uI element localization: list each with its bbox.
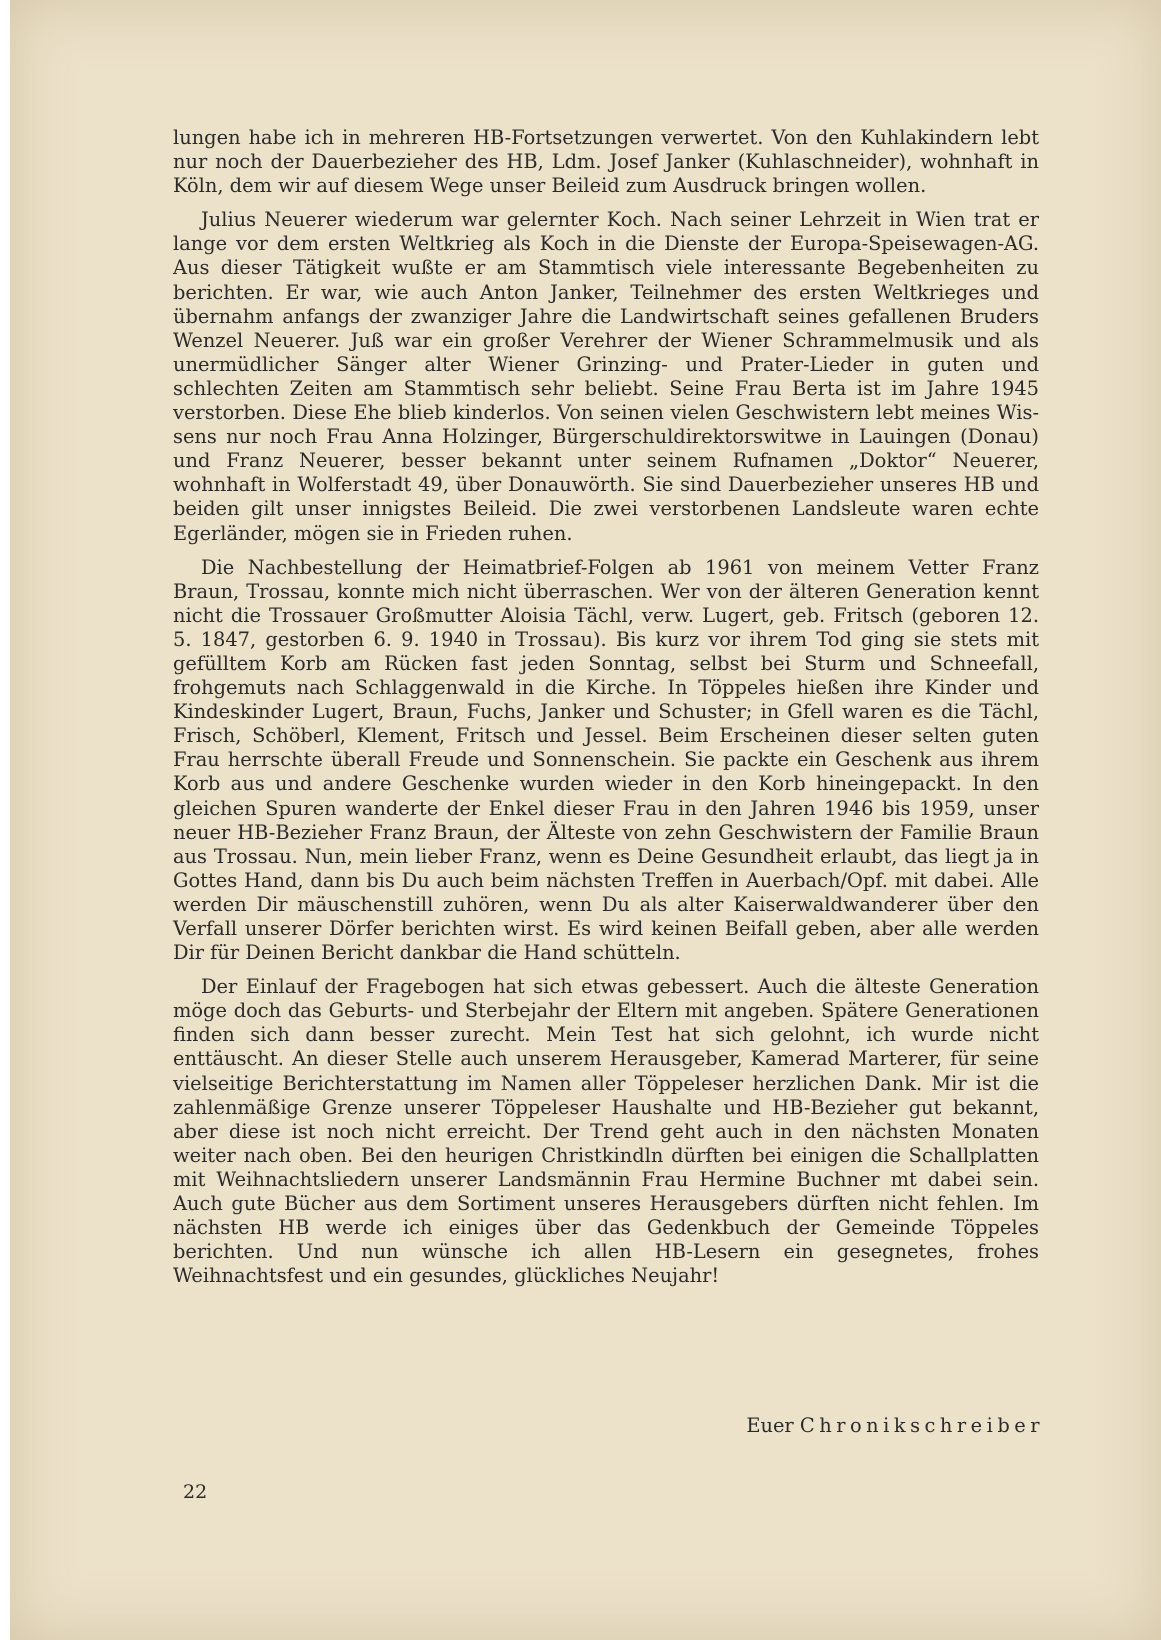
paragraph-fragebogen: Der Einlauf der Fragebogen hat sich etwas gebessert. Auch die älteste Generation möge doch das Geburts- und Sterbejahr der Eltern mit angeben. Spätere Generationen finden sich dann besser zurecht. Mein Test hat sich gelohnt, ich wurde nicht enttäuscht. An dieser Stelle auch unserem Herausgeber, Kamerad Marterer, für seine vielseitige Berichterstattung im Namen aller Töppeleser herzlichen Dank. Mir ist die zahlenmäßige Grenze unserer Töppeleser Haushalte und HB-Bezieher gut bekannt, aber diese ist noch nicht erreicht. Der Trend geht auch in den nächsten Monaten weiter nach oben. Bei den heurigen Christkindln dürften bei einigen die Schallplatten mit Weihnachtsliedern unserer Landsmännin Frau Hermine Buchner mt dabei sein. Auch gute Bücher aus dem Sortiment unseres Herausgebers dürften nicht fehlen. Im nächsten HB werde ich einiges über das Gedenkbuch der Gemeinde Töppeles berichten. Und nun wünsche ich allen HB-Lesern ein gesegnetes, frohes Weihnachtsfest und ein gesundes, glückliches Neujahr!	[173, 975, 1039, 1288]
paragraph-kuhla-kinder: lungen habe ich in mehreren HB-Fortsetzungen verwertet. Von den Kuhlakindern lebt nur noch der Dauerbezieher des HB, Ldm. Josef Janker (Kuhlaschneider), wohnhaft in Köln, dem wir auf diesem Wege unser Beileid zum Ausdruck bringen wollen.	[173, 126, 1039, 198]
page-number: 22	[183, 1481, 208, 1503]
signature	[10, 1414, 1044, 1438]
body-text	[173, 126, 1039, 1288]
paragraph-julius-neuerer: Julius Neuerer wiederum war gelernter Koch. Nach seiner Lehrzeit in Wien trat er lange vor dem ersten Weltkrieg als Koch in die Dienste der Europa-Speisewagen-AG. Aus dieser Tätigkeit wußte er am Stammtisch viele interessante Begebenheiten zu berichten. Er war, wie auch Anton Janker, Teilnehmer des ersten Weltkrieges und übernahm anfangs der zwanziger Jahre die Landwirtschaft seines gefallenen Bruders Wenzel Neuerer. Juß war ein großer Verehrer der Wiener Schrammelmusik und als unermüdlicher Sänger alter Wiener Grinzing- und Prater-Lieder in guten und schlechten Zeiten am Stammtisch sehr beliebt. Seine Frau Berta ist im Jahre 1945 verstorben. Diese Ehe blieb kinderlos. Von seinen vielen Geschwistern lebt meines Wissens nur noch Frau Anna Holzinger, Bürgerschuldirektorswitwe in Lauingen (Donau) und Franz Neuerer, besser bekannt unter seinem Rufnamen „Doktor“ Neuerer, wohnhaft in Wolferstadt 49, über Donauwörth. Sie sind Dauerbezieher unseres HB und beiden gilt unser innigstes Beileid. Die zwei verstorbenen Landsleute waren echte Egerländer, mögen sie in Frieden ruhen.	[173, 208, 1039, 545]
document-page	[10, 0, 1161, 1640]
signature-name: Chronikschreiber	[799, 1414, 1044, 1437]
signature-prefix: Euer	[746, 1414, 794, 1437]
paragraph-franz-braun: Die Nachbestellung der Heimatbrief-Folgen ab 1961 von meinem Vetter Franz Braun, Trossau, konnte mich nicht überraschen. Wer von der älteren Generation kennt nicht die Trossauer Großmutter Aloisia Tächl, verw. Lugert, geb. Fritsch (geboren 12. 5. 1847, gestorben 6. 9. 1940 in Trossau). Bis kurz vor ihrem Tod ging sie stets mit gefülltem Korb am Rücken fast jeden Sonntag, selbst bei Sturm und Schneefall, frohgemuts nach Schlaggenwald in die Kirche. In Töppeles hießen ihre Kinder und Kindeskinder Lugert, Braun, Fuchs, Janker und Schuster; in Gfell waren es die Tächl, Frisch, Schöberl, Klement, Fritsch und Jessel. Beim Erscheinen dieser selten guten Frau herrschte überall Freude und Sonnenschein. Sie packte ein Geschenk aus ihrem Korb aus und andere Geschenke wurden wieder in den Korb hineingepackt. In den gleichen Spuren wanderte der Enkel dieser Frau in den Jahren 1946 bis 1959, unser neuer HB-Bezieher Franz Braun, der Älteste von zehn Geschwistern der Familie Braun aus Trossau. Nun, mein lieber Franz, wenn es Deine Gesundheit erlaubt, das liegt ja in Gottes Hand, dann bis Du auch beim nächsten Treffen in Auerbach/Opf. mit dabei. Alle werden Dir mäuschenstill zuhören, wenn Du als alter Kaiserwaldwanderer über den Verfall unserer Dörfer berichten wirst. Es wird keinen Beifall geben, aber alle werden Dir für Deinen Bericht dankbar die Hand schütteln.	[173, 555, 1039, 965]
